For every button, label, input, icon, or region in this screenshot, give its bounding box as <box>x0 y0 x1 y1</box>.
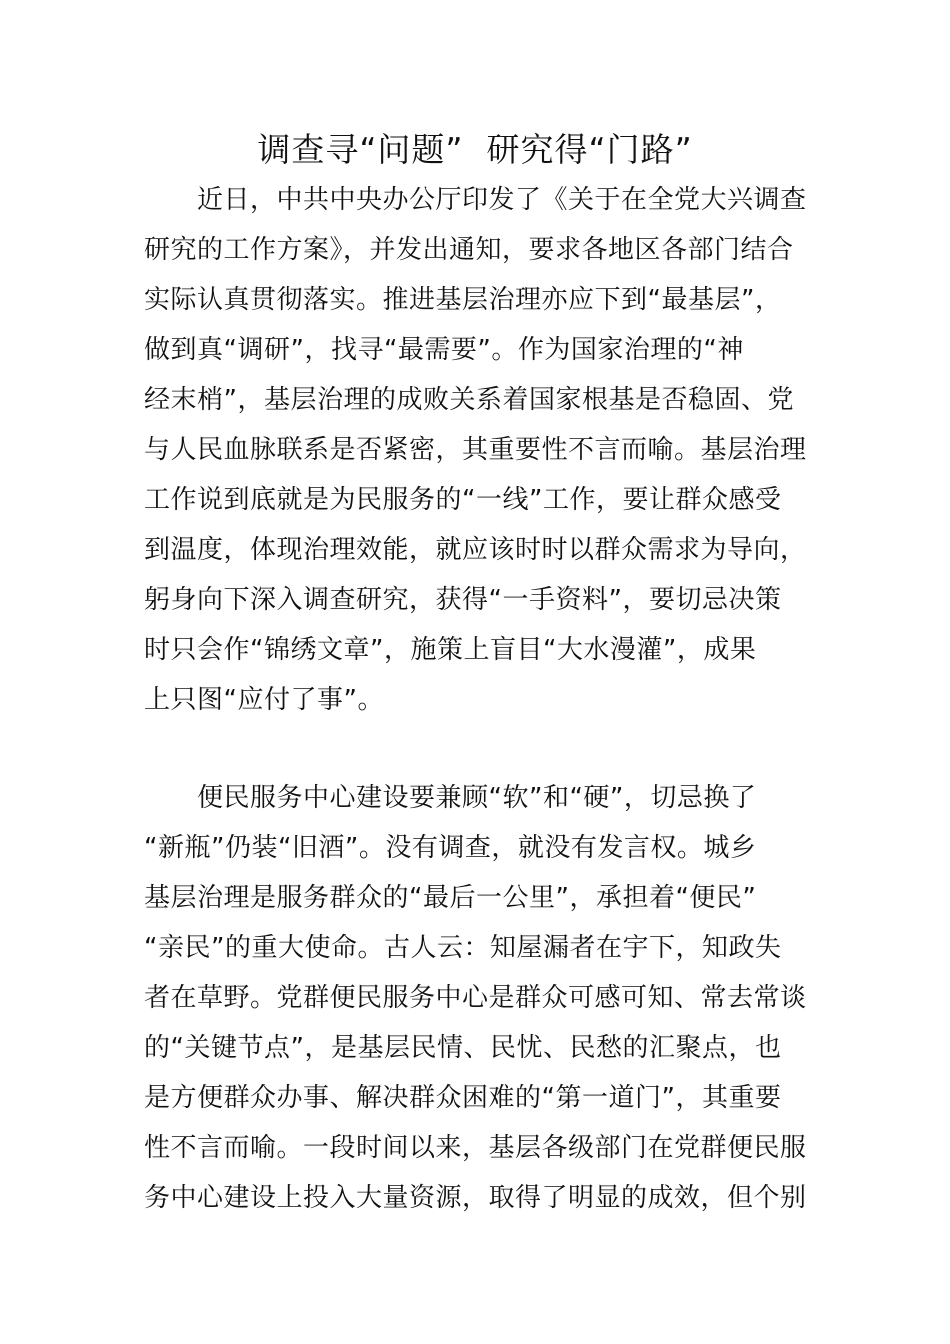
paragraph-line: 时只会作“锦绣文章”，施策上盲目“大水漫灌”，成果 <box>144 635 757 665</box>
paragraph-line: 实际认真贯彻落实。推进基层治理亦应下到“最基层”， <box>144 285 782 315</box>
paragraph-line: 近日，中共中央办公厅印发了《关于在全党大兴调查 <box>144 185 807 215</box>
paragraph-line: 是方便群众办事、解决群众困难的“第一道门”，其重要 <box>144 1083 782 1113</box>
paragraph-line: 基层治理是服务群众的“最后一公里”，承担着“便民” <box>144 883 757 913</box>
paragraph-line: 的“关键节点”，是基层民情、民忧、民愁的汇聚点，也 <box>144 1033 782 1063</box>
paragraph-line: 务中心建设上投入大量资源，取得了明显的成效，但个别 <box>144 1183 807 1213</box>
paragraph-line: 研究的工作方案》，并发出通知，要求各地区各部门结合 <box>144 235 794 265</box>
paragraph-line: 便民服务中心建设要兼顾“软”和“硬”，切忌换了 <box>144 783 757 813</box>
paragraph-line: “亲民”的重大使命。古人云：知屋漏者在宇下，知政失 <box>144 933 782 963</box>
paragraph-line: 工作说到底就是为民服务的“一线”工作，要让群众感受 <box>144 485 782 515</box>
paragraph-line: 到温度，体现治理效能，就应该时时以群众需求为导向， <box>144 535 807 565</box>
paragraph-line: “新瓶”仍装“旧酒”。没有调查，就没有发言权。城乡 <box>144 833 757 863</box>
paragraph-line: 与人民血脉联系是否紧密，其重要性不言而喻。基层治理 <box>144 435 807 465</box>
paragraph-line: 者在草野。党群便民服务中心是群众可感可知、常去常谈 <box>144 983 807 1013</box>
document-title: 调查寻“问题” 研究得“门路” <box>257 130 693 169</box>
paragraph-line: 躬身向下深入调查研究，获得“一手资料”，要切忌决策 <box>144 585 782 615</box>
paragraph-line: 上只图“应付了事”。 <box>144 685 384 715</box>
paragraph-line: 做到真“调研”，找寻“最需要”。作为国家治理的“神 <box>144 335 744 365</box>
paragraph-line: 性不言而喻。一段时间以来，基层各级部门在党群便民服 <box>144 1133 807 1163</box>
paragraph-line: 经末梢”，基层治理的成败关系着国家根基是否稳固、党 <box>144 385 794 415</box>
